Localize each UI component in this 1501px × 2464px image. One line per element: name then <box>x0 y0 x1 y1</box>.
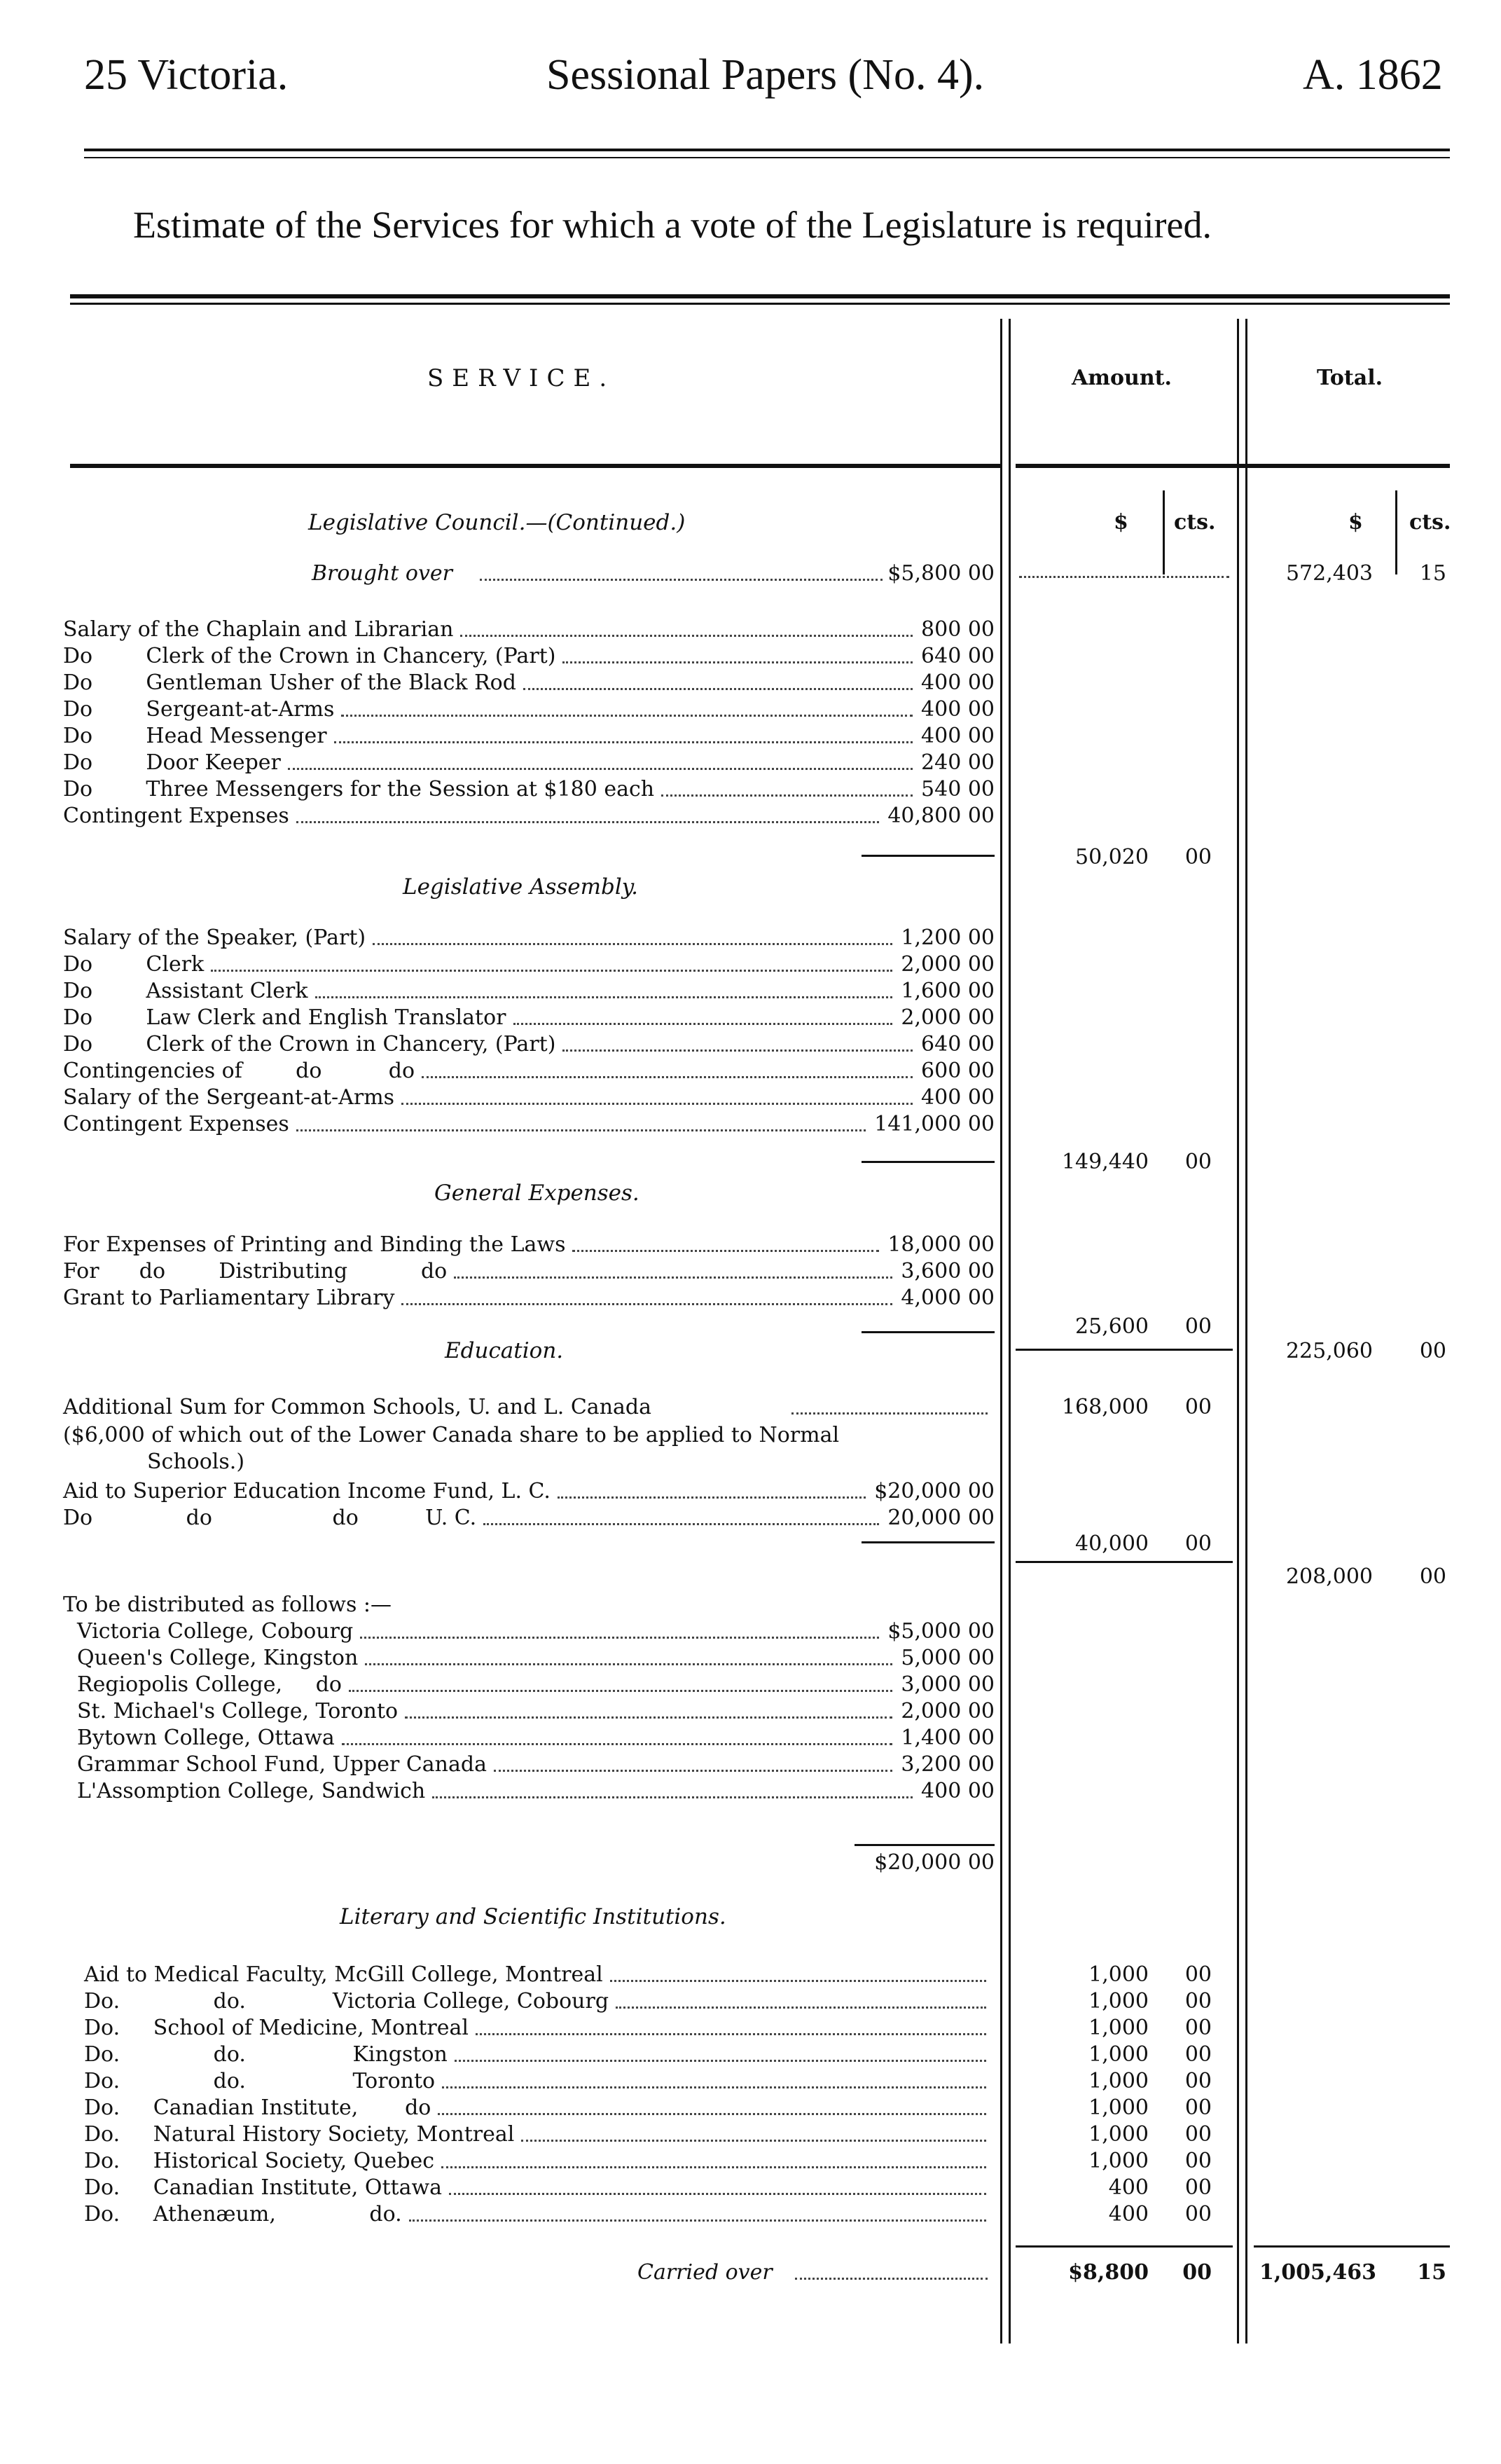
council-row <box>63 617 995 643</box>
title-rule-2 <box>70 303 1450 305</box>
row-label: Do. do. Victoria College, Cobourg <box>84 1989 609 2014</box>
distribution-row <box>77 1751 995 1778</box>
total-cents-divider <box>1395 490 1397 574</box>
row-amount: 3,000 00 <box>901 1672 995 1697</box>
leader-dots <box>296 821 879 823</box>
council-row <box>63 696 995 723</box>
leader-dots <box>334 741 913 743</box>
leader-dots <box>438 2113 986 2115</box>
literary-row <box>84 2148 995 2175</box>
row-cents: 00 <box>1184 2149 1212 2173</box>
row-amount: 400 00 <box>921 670 995 695</box>
education-section-total: 208,000 <box>1285 1564 1373 1589</box>
leader-dots <box>610 1980 986 1982</box>
row-label: Salary of the Chaplain and Librarian <box>63 617 454 642</box>
row-amount: 1,000 <box>1088 1989 1149 2014</box>
leader-dots <box>454 1276 892 1279</box>
council-row <box>63 803 995 830</box>
row-amount: 540 00 <box>921 777 995 801</box>
row-label: Do Head Messenger <box>63 724 327 748</box>
row-amount: 1,000 <box>1088 2016 1149 2040</box>
leader-dots <box>523 688 913 690</box>
column-header-rule-left <box>70 464 1002 468</box>
row-label: Do do do U. C. <box>63 1506 477 1530</box>
amount-cents-header: cts. <box>1174 510 1216 535</box>
row-cents: 00 <box>1184 1989 1212 2014</box>
council-row <box>63 723 995 750</box>
row-amount: 400 <box>1108 2202 1149 2226</box>
row-cents: 00 <box>1184 2016 1212 2040</box>
column-header-amount: Amount. <box>1072 366 1172 390</box>
header-rule-2 <box>84 157 1450 158</box>
carried-over-total: 1,005,463 <box>1259 2260 1376 2285</box>
column-divider-1 <box>1000 319 1002 2343</box>
row-amount: 2,000 00 <box>901 952 995 977</box>
header-right: A. 1862 <box>1303 51 1443 99</box>
page-title: Estimate of the Services for which a vote of the Legislature is required. <box>133 204 1212 246</box>
row-amount: 800 00 <box>921 617 995 642</box>
row-label: Do Gentleman Usher of the Black Rod <box>63 670 516 695</box>
column-header-rule-right <box>1016 464 1450 468</box>
normal-schools-note-line-2: Schools.) <box>147 1450 245 1474</box>
council-row <box>63 750 995 776</box>
row-amount: 1,000 <box>1088 1962 1149 1987</box>
leader-dots <box>401 1303 892 1305</box>
row-label: Contingencies of do do <box>63 1059 415 1083</box>
brought-over-row <box>63 560 995 587</box>
literary-row <box>84 2015 995 2042</box>
brought-over-total-cents: 15 <box>1419 561 1446 586</box>
header-rule-1 <box>84 149 1450 151</box>
row-label: Bytown College, Ottawa <box>77 1726 335 1750</box>
leader-dots <box>211 970 892 972</box>
leader-dots <box>296 1129 866 1131</box>
leader-dots <box>432 1796 913 1798</box>
section-heading-literary-scientific: Literary and Scientific Institutions. <box>340 1904 726 1929</box>
row-amount: 400 <box>1108 2175 1149 2200</box>
assembly-row <box>63 1058 995 1085</box>
row-label: Do Clerk of the Crown in Chancery, (Part) <box>63 644 556 668</box>
leader-dots <box>365 1663 892 1665</box>
row-amount: 5,000 00 <box>901 1646 995 1670</box>
legislative-council-subtotal-cents: 00 <box>1184 845 1212 869</box>
carried-over-amount: $8,800 <box>1068 2260 1149 2285</box>
council-row <box>63 643 995 670</box>
row-label: Do Sergeant-at-Arms <box>63 697 335 722</box>
column-divider-4 <box>1245 319 1247 2343</box>
assembly-row <box>63 1085 995 1111</box>
row-label: Contingent Expenses <box>63 804 289 828</box>
row-label: Grammar School Fund, Upper Canada <box>77 1752 487 1777</box>
row-label: Grant to Parliamentary Library <box>63 1286 395 1310</box>
row-amount: $20,000 00 <box>874 1479 995 1503</box>
brought-over-total: 572,403 <box>1285 561 1373 586</box>
legislation-section-total-cents: 00 <box>1419 1339 1446 1363</box>
total-dollar-header: $ <box>1348 510 1363 535</box>
row-cents: 00 <box>1184 2122 1212 2147</box>
row-amount: 1,000 <box>1088 2095 1149 2120</box>
common-schools-amount: 168,000 <box>1061 1395 1149 1419</box>
legislative-council-subtotal: 50,020 <box>1075 845 1149 869</box>
row-amount: 1,600 00 <box>901 979 995 1003</box>
title-rule-1 <box>70 294 1450 298</box>
row-amount: 640 00 <box>921 644 995 668</box>
row-label: For Expenses of Printing and Binding the Laws <box>63 1232 566 1257</box>
row-amount: 18,000 00 <box>887 1232 995 1257</box>
superior-education-row <box>63 1505 995 1532</box>
general-expenses-subtotal: 25,600 <box>1075 1314 1149 1339</box>
education-section-total-cents: 00 <box>1419 1564 1446 1589</box>
leader-dots <box>521 2140 986 2142</box>
row-label: Salary of the Sergeant-at-Arms <box>63 1085 395 1110</box>
leader-dots <box>562 661 913 663</box>
distribution-row <box>77 1778 995 1805</box>
row-label: Do. Natural History Society, Montreal <box>84 2122 515 2147</box>
leader-dots <box>401 1103 913 1105</box>
assembly-row <box>63 1111 995 1138</box>
literary-row <box>84 2175 995 2201</box>
leader-dots <box>616 2007 986 2009</box>
row-amount: 600 00 <box>921 1059 995 1083</box>
leader-dots <box>442 2086 986 2088</box>
row-amount: 20,000 00 <box>887 1506 995 1530</box>
assembly-row <box>63 978 995 1005</box>
row-label: Do Clerk <box>63 952 205 977</box>
row-label: L'Assomption College, Sandwich <box>77 1779 426 1803</box>
superior-education-row <box>63 1478 995 1505</box>
row-cents: 00 <box>1184 1962 1212 1987</box>
row-amount: 1,000 <box>1088 2149 1149 2173</box>
distribution-row <box>77 1698 995 1725</box>
general-expense-row <box>63 1285 995 1312</box>
row-label: Salary of the Speaker, (Part) <box>63 925 366 950</box>
leader-dots <box>476 2033 986 2035</box>
row-cents: 00 <box>1184 2042 1212 2067</box>
header-left: 25 Victoria. <box>84 51 289 99</box>
column-header-total: Total. <box>1317 366 1383 390</box>
section-heading-education: Education. <box>445 1338 564 1363</box>
common-schools-cents: 00 <box>1184 1395 1212 1419</box>
amount-cents-divider <box>1163 490 1165 574</box>
row-label: Queen's College, Kingston <box>77 1646 359 1670</box>
column-divider-2 <box>1009 319 1011 2343</box>
row-label: Do. Athenæum, do. <box>84 2202 402 2226</box>
legislative-assembly-subtotal: 149,440 <box>1061 1150 1149 1174</box>
legislation-section-total: 225,060 <box>1285 1339 1373 1363</box>
leader-dots <box>409 2219 986 2222</box>
row-label: Do. School of Medicine, Montreal <box>84 2016 469 2040</box>
leader-dots <box>455 2060 986 2062</box>
literary-row <box>84 2121 995 2148</box>
distribution-total: $20,000 00 <box>874 1850 995 1875</box>
leader-dots <box>449 2193 986 2195</box>
superior-education-subtotal: 40,000 <box>1075 1532 1149 1556</box>
row-label: Do. do. Kingston <box>84 2042 448 2067</box>
literary-row <box>84 1962 995 1988</box>
general-expense-row <box>63 1258 995 1285</box>
literary-row <box>84 1988 995 2015</box>
council-row <box>63 776 995 803</box>
row-amount: $5,000 00 <box>887 1619 995 1644</box>
leader-dots <box>422 1076 913 1078</box>
leader-dots <box>661 794 913 797</box>
row-label: Do. Canadian Institute, Ottawa <box>84 2175 443 2200</box>
leader-dots <box>288 768 913 770</box>
row-amount: 1,000 <box>1088 2069 1149 2093</box>
row-cents: 00 <box>1184 2175 1212 2200</box>
section-heading-general-expenses: General Expenses. <box>434 1181 639 1206</box>
literary-row <box>84 2201 995 2228</box>
assembly-row <box>63 925 995 951</box>
row-cents: 00 <box>1184 2069 1212 2093</box>
row-label: Do Door Keeper <box>63 750 281 775</box>
row-label: Victoria College, Cobourg <box>77 1619 354 1644</box>
leader-dots <box>342 1743 892 1745</box>
leader-dots <box>341 715 913 717</box>
leader-dots <box>349 1690 892 1692</box>
row-amount: 240 00 <box>921 750 995 775</box>
leader-dots <box>513 1023 892 1025</box>
leader-dots <box>360 1637 879 1639</box>
literary-row <box>84 2042 995 2068</box>
brought-over-label: Brought over <box>312 561 452 586</box>
assembly-row <box>63 1005 995 1031</box>
row-amount: 4,000 00 <box>901 1286 995 1310</box>
row-amount: 2,000 00 <box>901 1005 995 1030</box>
carried-over-amount-cents: 00 <box>1182 2260 1212 2285</box>
council-row <box>63 670 995 696</box>
row-label: Do Law Clerk and English Translator <box>63 1005 506 1030</box>
general-expense-row <box>63 1232 995 1258</box>
distribution-row <box>77 1645 995 1672</box>
common-schools-row <box>63 1394 995 1421</box>
carried-over-total-cents: 15 <box>1417 2260 1446 2285</box>
assembly-row <box>63 1031 995 1058</box>
literary-row <box>84 2095 995 2121</box>
distribution-row <box>77 1618 995 1645</box>
row-label: Do. do. Toronto <box>84 2069 436 2093</box>
row-amount: 400 00 <box>921 1779 995 1803</box>
row-amount: 3,600 00 <box>901 1259 995 1283</box>
row-amount: 400 00 <box>921 1085 995 1110</box>
row-amount: 1,000 <box>1088 2122 1149 2147</box>
row-amount: 3,200 00 <box>901 1752 995 1777</box>
leader-dots <box>562 1049 913 1052</box>
row-label: Do. Historical Society, Quebec <box>84 2149 435 2173</box>
row-label: Do Three Messengers for the Session at $180 each <box>63 777 655 801</box>
carried-over-label: Carried over <box>637 2260 773 2285</box>
row-label: For do Distributing do <box>63 1259 448 1283</box>
row-label: Aid to Medical Faculty, McGill College, Montreal <box>84 1962 603 1987</box>
section-heading-legislative-assembly: Legislative Assembly. <box>403 874 639 900</box>
leader-dots <box>572 1250 879 1252</box>
column-divider-3 <box>1237 319 1239 2343</box>
row-amount: 640 00 <box>921 1032 995 1057</box>
row-amount: 40,800 00 <box>887 804 995 828</box>
brought-over-amount: $5,800 00 <box>887 561 995 586</box>
row-amount: 1,400 00 <box>901 1726 995 1750</box>
column-header-service: SERVICE. <box>427 364 616 392</box>
carried-over-row <box>63 2259 995 2286</box>
row-amount: 1,200 00 <box>901 925 995 950</box>
total-cents-header: cts. <box>1409 510 1451 535</box>
distribution-row <box>77 1672 995 1698</box>
row-amount: 1,000 <box>1088 2042 1149 2067</box>
row-amount: 2,000 00 <box>901 1699 995 1723</box>
amount-dollar-header: $ <box>1114 510 1128 535</box>
distribution-heading: To be distributed as follows :— <box>63 1592 392 1617</box>
legislative-assembly-subtotal-cents: 00 <box>1184 1150 1212 1174</box>
assembly-row <box>63 951 995 978</box>
row-label: Aid to Superior Education Income Fund, L. C. <box>63 1479 551 1503</box>
common-schools-label: Additional Sum for Common Schools, U. and L. Canada <box>63 1395 651 1419</box>
leader-dots <box>373 943 892 945</box>
normal-schools-note-line-1: ($6,000 of which out of the Lower Canada share to be applied to Normal <box>63 1423 840 1447</box>
superior-education-subtotal-cents: 00 <box>1184 1532 1212 1556</box>
distribution-row <box>77 1725 995 1751</box>
row-amount: 141,000 00 <box>874 1112 995 1136</box>
section-heading-legislative-council: Legislative Council.—(Continued.) <box>308 510 686 535</box>
leader-dots <box>405 1716 892 1719</box>
row-label: Do. Canadian Institute, do <box>84 2095 431 2120</box>
leader-dots <box>441 2166 986 2168</box>
row-label: Do Assistant Clerk <box>63 979 308 1003</box>
row-cents: 00 <box>1184 2202 1212 2226</box>
row-label: St. Michael's College, Toronto <box>77 1699 399 1723</box>
leader-dots <box>460 635 913 637</box>
leader-dots <box>483 1523 879 1525</box>
row-amount: 400 00 <box>921 724 995 748</box>
literary-row <box>84 2068 995 2095</box>
leader-dots <box>315 996 892 998</box>
leader-dots <box>494 1770 892 1772</box>
row-cents: 00 <box>1184 2095 1212 2120</box>
row-label: Contingent Expenses <box>63 1112 289 1136</box>
row-label: Regiopolis College, do <box>77 1672 342 1697</box>
row-label: Do Clerk of the Crown in Chancery, (Part) <box>63 1032 556 1057</box>
leader-dots <box>558 1496 866 1499</box>
header-center: Sessional Papers (No. 4). <box>546 51 985 99</box>
general-expenses-subtotal-cents: 00 <box>1184 1314 1212 1339</box>
row-amount: 400 00 <box>921 697 995 722</box>
